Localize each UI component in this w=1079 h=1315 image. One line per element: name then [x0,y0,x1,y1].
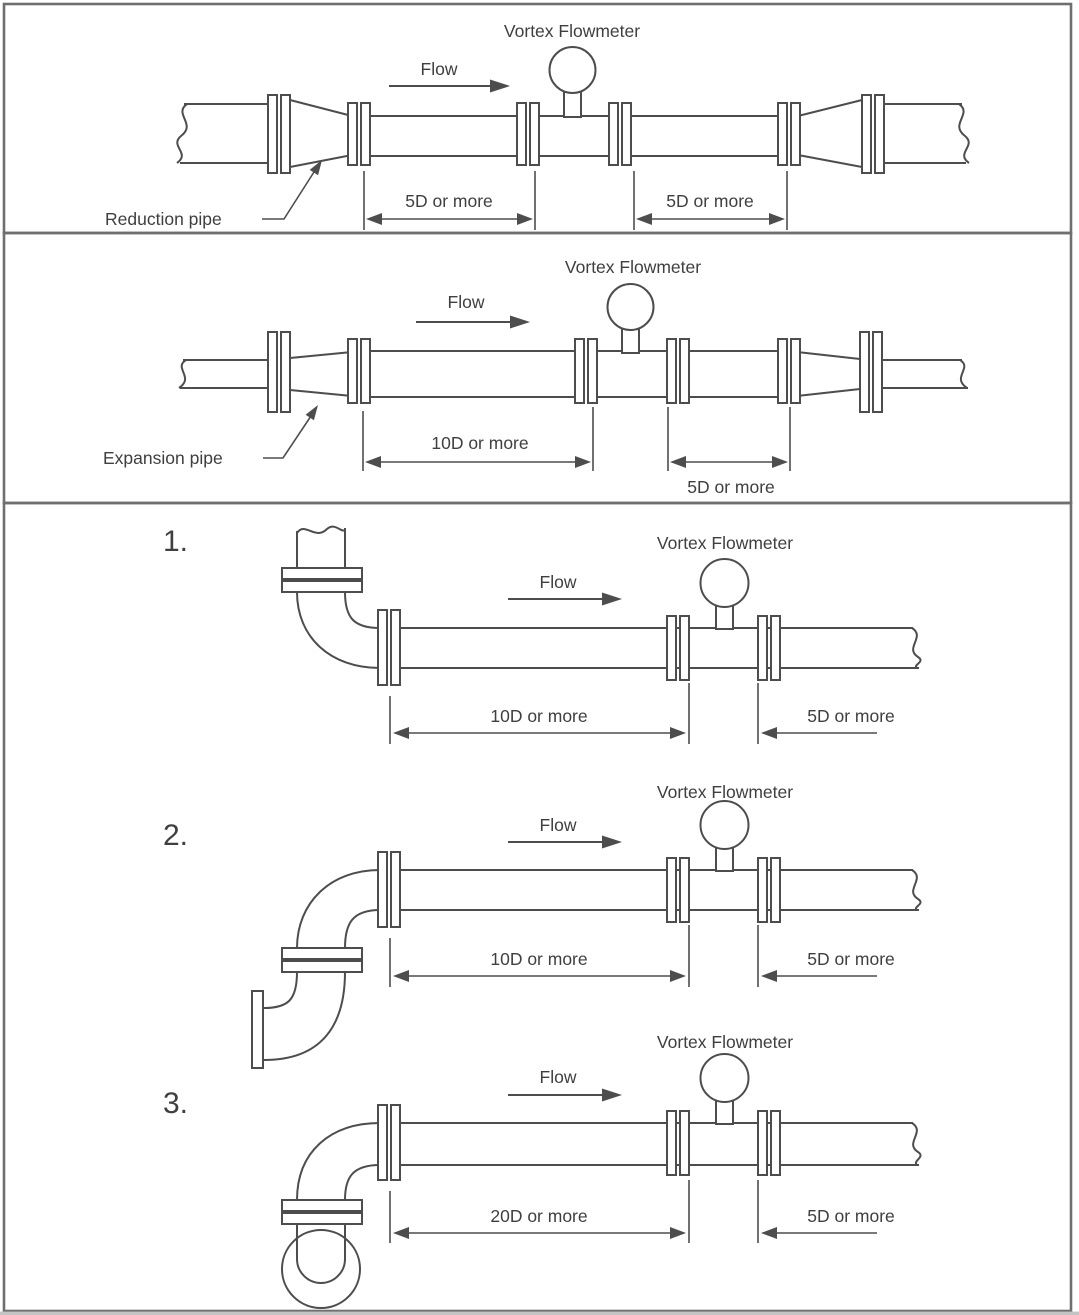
flange [348,339,357,403]
dimension-upstream [390,925,689,987]
flowmeter-label: Vortex Flowmeter [656,1032,794,1052]
dimension-downstream [668,407,790,497]
flange [680,339,689,403]
downstream-dim-label: 5D or more [807,949,895,969]
flange [609,103,618,165]
flange [873,332,882,412]
pipe-assembly [378,801,921,927]
u-bend-elbow-icon [282,1123,380,1308]
flowmeter-icon [701,559,749,629]
flange [758,858,767,922]
flow-label: Flow [539,1067,577,1087]
flange [860,332,869,412]
double-elbow-icon [252,870,380,1068]
flowmeter-icon [550,47,596,117]
item-number: 2. [163,819,189,852]
upstream-dim-label: 5D or more [405,191,493,211]
flange [791,339,800,403]
item-number: 1. [163,525,189,558]
pipe-assembly [378,1054,921,1180]
flow-arrow [416,292,530,329]
panel-frame-elbows [4,503,1071,1311]
flange [281,332,290,412]
dimension-downstream [758,683,895,744]
flange [517,103,526,165]
flange [791,103,800,165]
flange [282,1200,362,1211]
flange [378,852,387,927]
flowmeter-icon [701,1054,749,1124]
flange [282,948,362,959]
flange [667,1111,676,1175]
flange [778,103,787,165]
upstream-dim-label: 10D or more [490,706,588,726]
flange [530,103,539,165]
flange [268,95,277,173]
flow-arrow [389,59,510,93]
dimension-downstream [758,1180,895,1243]
flange [758,616,767,680]
flow-arrow [508,572,622,606]
panel-expansion-pipe [103,257,968,497]
elbow-diagram-3 [163,1032,921,1308]
flow-arrow [508,1067,622,1102]
flange [680,616,689,680]
elbow-icon [282,527,380,668]
flange [378,1105,387,1180]
flow-label: Flow [539,815,577,835]
flow-label: Flow [420,59,458,79]
flange [282,1213,362,1224]
flange [667,616,676,680]
elbow-diagram-1 [163,525,921,744]
item-number: 3. [163,1087,189,1120]
flange [758,1111,767,1175]
pipe-assembly [378,559,921,685]
pipe-assembly [179,284,968,412]
downstream-dim-label: 5D or more [687,477,775,497]
fitting-leader [103,405,318,468]
flange [391,852,400,927]
upstream-dim-label: 10D or more [431,433,529,453]
flange [667,858,676,922]
end-flange [252,991,263,1068]
flange [361,339,370,403]
flange [391,610,400,685]
flowmeter-label: Vortex Flowmeter [656,533,794,553]
dimension-upstream [364,171,535,230]
panel-elbow-configurations [163,525,921,1308]
flowmeter-icon [701,801,749,871]
upstream-dim-label: 10D or more [490,949,588,969]
flange [391,1105,400,1180]
flange [378,610,387,685]
panel-reduction-pipe [105,21,969,230]
flange [282,581,362,592]
upstream-dim-label: 20D or more [490,1206,588,1226]
dimension-upstream [363,407,593,471]
flange [680,1111,689,1175]
pipe-assembly [177,47,969,173]
flange [667,339,676,403]
flange [771,1111,780,1175]
flange [575,339,584,403]
flange [588,339,597,403]
downstream-dim-label: 5D or more [807,1206,895,1226]
fitting-label: Expansion pipe [103,448,223,468]
flowmeter-icon [608,284,654,353]
bottom-edge-strip [0,1312,1079,1315]
flowmeter-label: Vortex Flowmeter [656,782,794,802]
elbow-diagram-2 [163,782,921,1068]
flange [862,95,871,173]
flow-arrow [508,815,622,849]
flowmeter-label: Vortex Flowmeter [564,257,702,277]
downstream-dim-label: 5D or more [666,191,754,211]
flange [771,858,780,922]
fitting-label: Reduction pipe [105,209,222,229]
flange [771,616,780,680]
dimension-downstream [758,925,895,987]
flange [875,95,884,173]
flow-label: Flow [539,572,577,592]
downstream-dim-label: 5D or more [807,706,895,726]
flange [348,103,357,165]
flow-label: Flow [447,292,485,312]
flange [622,103,631,165]
flange [282,568,362,579]
flowmeter-label: Vortex Flowmeter [503,21,641,41]
flange [778,339,787,403]
flange [281,95,290,173]
dimension-upstream [390,1180,689,1243]
flange [361,103,370,165]
flange [680,858,689,922]
dimension-upstream [390,683,689,744]
dimension-downstream [634,171,787,230]
flange [282,961,362,972]
flange [268,332,277,412]
